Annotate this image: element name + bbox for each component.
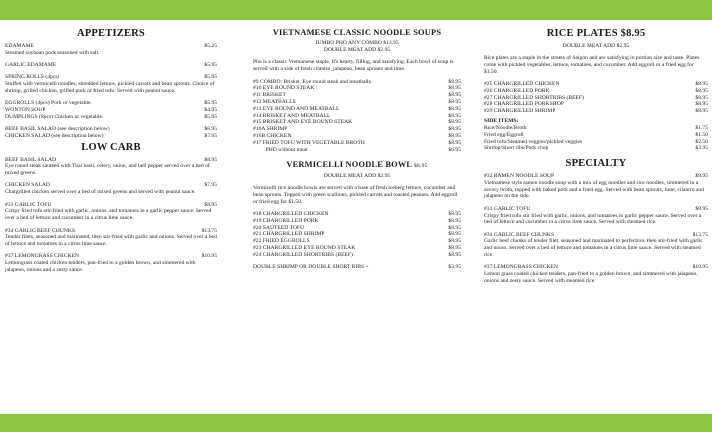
menu-item: #37 LEMONGRASS CHICKEN $10.95 Lemon grass coated chicken tenders, pan-fried to a golden brown, and simmered with jalapeno, onions and zesty sauce. Served with steamed rice. [484,264,708,285]
menu-item: #32 RAMEN NOODLE SOUP $9.95 Vietnamese style ramen noodle soup with a mix of egg noodles and rice noodles, simmered in a savory broth, topped with baked pork and a fried egg. Served with bean sprouts, lime, cilantro and jalapeno on the side. [484,172,708,200]
menu-item: #28 CHARGRILLED PORKSHOP $8.95 [484,101,708,108]
menu-item: #16A SHRIMP $8.95 [253,126,461,133]
vermicelli-heading: VERMICELLI NOODLE BOWL $8.95 [286,160,428,170]
menu-item: #16B CHICKEN $8.95 [253,133,461,139]
side-item: Rice/Noodle/Broth $1.75 [484,124,708,131]
menu-item: #15 BRISKET AND EYE ROUND STEAK $8.95 [253,119,461,126]
menu-item: BEEF BASIL SALAD $8.95 Eye round steak sautéed with Thai basil, celery, onion, and bell pepper served over a bed of mixed greens. [5,156,217,177]
low-carb-heading: LOW CARB [81,141,141,153]
double-shrimp-ribs-addon: DOUBLE SHRIMP OR DOUBLE SHORT RIBS + $3.95 [253,264,461,271]
vermicelli-intro: Vermicelli rice noodle bowls are served with a base of fresh iceberg lettuce, cucumber and bean sprouts. Topped with green scallions, pickled carrots and roasted peanuts. Add eggroll or fried egg for $1.50. [253,185,458,205]
menu-item: #26 CHARGRILLED PORK $8.95 [484,87,708,94]
menu-item: CHICKEN SALAD (see description below) $7.95 [5,132,217,139]
menu-item: GARLIC EDAMAME $5.95 [5,61,217,68]
menu-item: #29 CHARGRILLED SHRIMP $8.95 [484,108,708,115]
menu-item: #20 SAUTEED TOFU $8.95 [253,224,461,231]
menu-item: EGGROLLS (4pcs) Pork or vegetable. $5.95 [5,100,217,107]
menu-item: #19 CHARGRILLED PORK $8.95 [253,217,461,224]
menu-item: #14 BRISKET AND MEATBALL $8.95 [253,112,461,119]
appetizers-heading: APPETIZERS [77,28,145,39]
column-noodles [253,26,461,271]
menu-item: SPRING ROLLS (4pcs) $5.95 Stuffed with vermicelli noodles, shredded lettuce, pickled carrots and bean sprouts. Choice of shrimp, grilled chicken, grilled pork or fried tofu. Served with peanut sauce. [5,74,217,94]
rice-intro: Rice plates are a staple in the streets of Saigon and are satisfying in portion size and taste. Plates come with pickled vegetables, lettuce, tomatoes, and cucumber. Add eggroll or a fried egg for $1.50. [484,55,700,75]
menu-item: #27 CHARGRILLED SHORTRIBS (BEEF) $8.95 [484,94,708,101]
vermicelli-double-meat-note: DOUBLE MEAT ADD $2.95 [323,172,391,179]
menu-item: #34 GARLIC BEEF CHUNKS $13.75 Tender filets, seasoned and marinated, then stir-fried with garlic and onions. Served over a bed of lettuce and tomatoes in a citrus lime sauce. [5,227,217,248]
menu-item: #34 GARLIC BEEF CHUNKS $13.75 Garlic beef chunks of tender filet, seasoned and marinated to perfection, then stir-fried with garlic and onion. Served over a bed of lettuce and tomatoes in a citrus lime sauce. Served with steamed rice. [484,231,708,259]
menu-item: #23 CHARGRILLED EYE ROUND STEAK $8.95 [253,245,461,251]
menu-item: BEEF BASIL SALAD (see description below) $8.95 [5,126,217,133]
menu-item: #17 FRIED TOFU WITH VEGETABLE BROTH $8.95 [253,139,461,146]
top-green-band [0,0,712,20]
menu-item: CHICKEN SALAD $7.95 Chargrilled chicken served over a bed of mixed greens and served with peanut sauce. [5,182,217,196]
side-items-heading: SIDE ITEMS: [484,118,519,125]
menu-item: #18 CHARGRILLED CHICKEN $8.95 [253,210,461,217]
noodle-soups-heading: VIETNAMESE CLASSIC NOODLE SOUPS [272,28,442,37]
side-item: Fried egg/Eggroll $1.50 [484,131,708,138]
side-item: Shrimp/Short ribs/Pork chop $3.95 [484,145,708,152]
menu-item: #25 CHARGRILLED CHICKEN $8.95 [484,81,708,88]
menu-item: EDAMAME $5.25 Steamed soybean pods seasoned with salt. [5,42,217,56]
jumbo-pho-note: JUMBO PHO ANY COMBO $13.95 [315,40,399,47]
menu-item: #11 BRISKET $8.95 [253,92,461,99]
menu-item: DUMPLINGS (8pcs) Chicken or vegetable. $5.95 [5,113,217,120]
menu-item: WONTON SOUP $4.95 [5,106,217,113]
menu-item: #12 MEATBALLS $8.95 [253,98,461,105]
menu-item: #13 EYE ROUND AND MEATBALL $8.95 [253,105,461,112]
specialty-heading: SPECIALTY [565,158,627,170]
double-meat-note: DOUBLE MEAT ADD $2.95 [323,47,391,54]
menu-item: #33 GARLIC TOFU $8.95 Crispy fried tofu stir fried with garlic, onions, and tomatoes in garlic pepper sauce. Served over a bed of lettuce and cucumber in a citrus lime sauce. Served with steamed rice. [484,205,708,226]
menu-item: #10 EYE ROUND STEAK $8.95 [253,85,461,92]
menu-item: #9 COMBO: Brisket, Eye round steak and meatballs. $8.95 [253,78,461,85]
soups-intro: Pho is a classic Vietnamese staple. It's hearty, filling, and satisfying. Each bowl of soup is served with a side of fresh cilantro, jalapeno, bean sprouts and lime. [253,59,454,73]
menu-item: #21 CHARGRILLED SHRIMP $8.95 [253,231,461,238]
menu-item: PHO without meat $6.95 [253,146,461,153]
rice-plates-heading: RICE PLATES $8.95 [546,28,646,39]
menu-item: #24 CHARGRILLED SHORTRIBS (BEEF) $8.95 [253,251,461,258]
menu-item: #37 LEMONGRASS CHICKEN $10.95 Lemongrass coated chicken tenders, pan-fried to a golden brown, and simmered with jalapeno, onions and a zesty sauce. [5,253,217,274]
bottom-green-band [0,414,712,432]
column-rice-specialty [484,26,708,285]
menu-item: #33 GARLIC TOFU $8.95 Crispy fried tofu stir-fried with garlic, onions, and tomatoes in a garlic pepper sauce. Served over a bed of lettuce and cucumber in a citrus lime sauce. [5,201,217,222]
side-item: Fried tofu/Steamed veggies/pickled veggies $2.50 [484,138,708,145]
column-appetizers-lowcarb [5,26,217,274]
rice-double-meat-note: DOUBLE MEAT ADD $2.95 [562,42,630,49]
menu-item: #22 FRIED EGGROLLS $8.95 [253,238,461,245]
